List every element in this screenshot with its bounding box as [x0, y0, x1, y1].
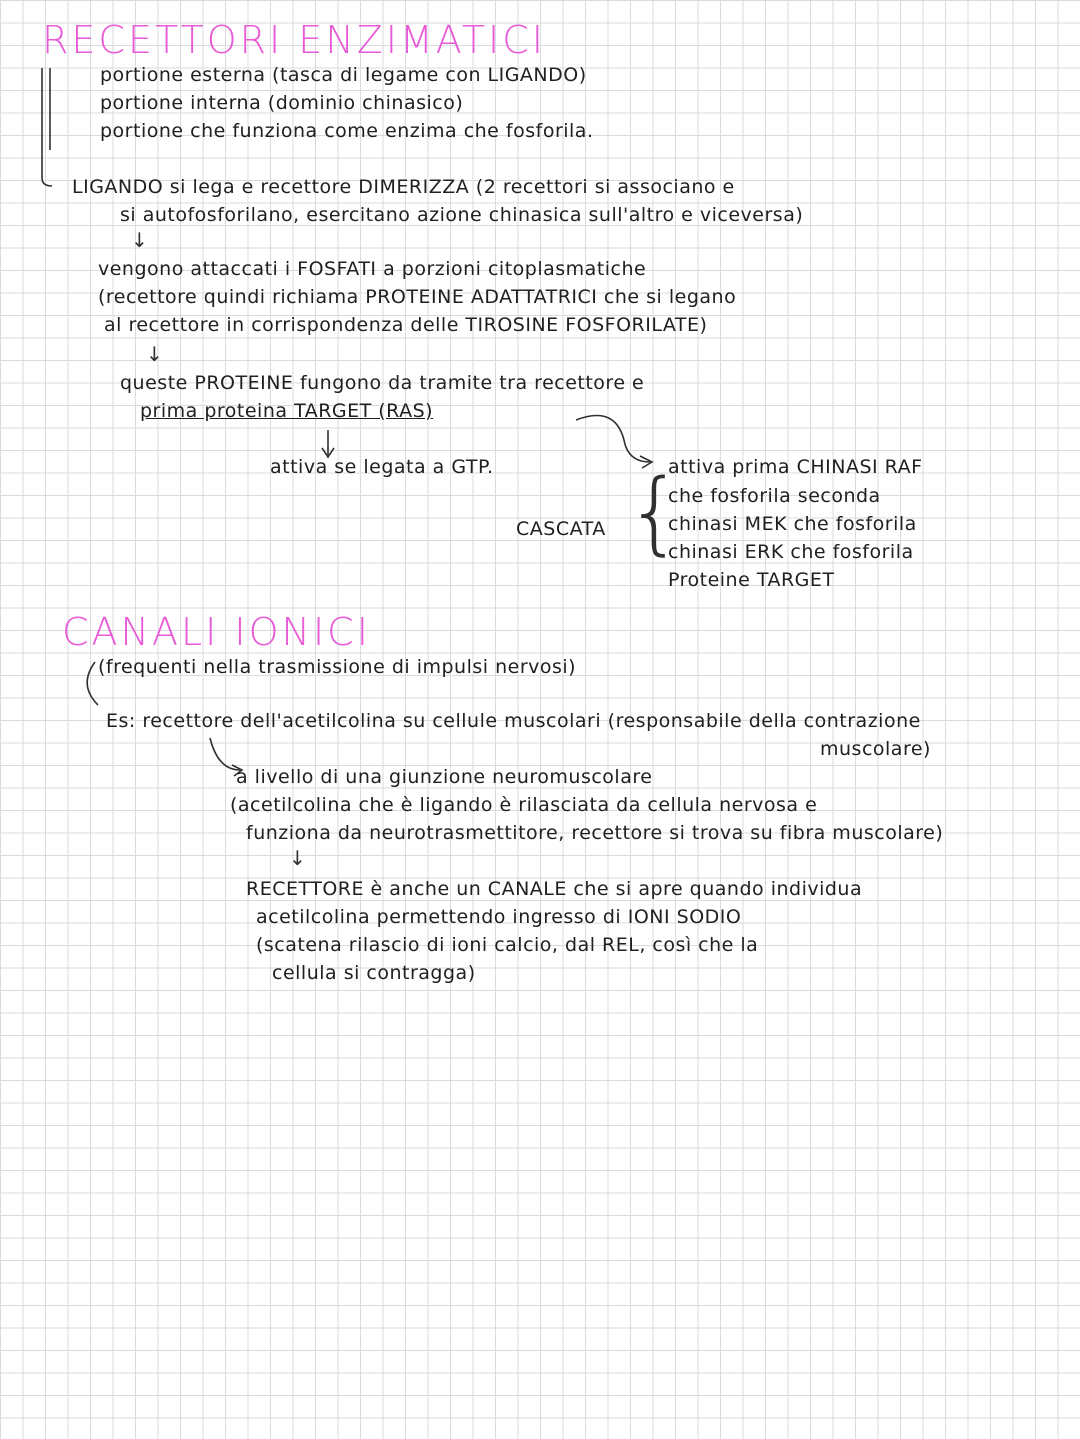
recettore-line-2: acetilcolina permettendo ingresso di IONI SODIO	[256, 906, 742, 928]
proteine-line-2: prima proteina TARGET (RAS)	[140, 400, 434, 422]
fosfati-line-3: al recettore in corrispondenza delle TIROSINE FOSFORILATE)	[104, 314, 708, 336]
giunzione-line-3: funziona da neurotrasmettitore, recettore si trova su fibra muscolare)	[246, 822, 944, 844]
cascata-step-3: chinasi MEK che fosforila	[668, 513, 917, 535]
giunzione-line-1: a livello di una giunzione neuromuscolare	[236, 766, 653, 788]
cascata-step-1: attiva prima CHINASI RAF	[668, 456, 923, 478]
recettore-line-1: RECETTORE è anche un CANALE che si apre quando individua	[246, 878, 863, 900]
ligando-line-2: si autofosforilano, esercitano azione chinasica sull'altro e viceversa)	[120, 204, 804, 226]
canali-note: (frequenti nella trasmissione di impulsi nervosi)	[98, 656, 577, 678]
recettore-line-3: (scatena rilascio di ioni calcio, dal REL, così che la	[256, 934, 759, 956]
example-line-1: Es: recettore dell'acetilcolina su cellule muscolari (responsabile della contrazione	[106, 710, 921, 732]
cascata-step-2: che fosforila seconda	[668, 485, 881, 507]
cascata-step-4: chinasi ERK che fosforila	[668, 541, 914, 563]
fosfati-line-2: (recettore quindi richiama PROTEINE ADATTATRICI che si legano	[98, 286, 737, 308]
section-title-canali-ionici: CANALI IONICI	[62, 610, 371, 654]
cascata-label: CASCATA	[516, 518, 606, 540]
example-line-2: muscolare)	[820, 738, 931, 760]
gtp-note: attiva se legata a GTP.	[270, 456, 494, 478]
proteine-line-1: queste PROTEINE fungono da tramite tra recettore e	[120, 372, 645, 394]
giunzione-line-2: (acetilcolina che è ligando è rilasciata da cellula nervosa e	[230, 794, 818, 816]
recettore-line-4: cellula si contragga)	[272, 962, 476, 984]
fosfati-line-1: vengono attaccati i FOSFATI a porzioni citoplasmatiche	[98, 258, 647, 280]
bullet-portione-esterna: portione esterna (tasca di legame con LIGANDO)	[100, 64, 587, 86]
cascata-brace: {	[626, 460, 684, 565]
down-arrow-icon: ↓	[131, 228, 148, 252]
down-arrow-icon: ↓	[289, 846, 306, 870]
cascata-step-5: Proteine TARGET	[668, 569, 835, 591]
down-arrow-icon: ↓	[146, 342, 163, 366]
bullet-portione-interna: portione interna (dominio chinasico)	[100, 92, 464, 114]
ligando-line-1: LIGANDO si lega e recettore DIMERIZZA (2 recettori si associano e	[72, 176, 735, 198]
bullet-portione-enzima: portione che funziona come enzima che fosforila.	[100, 120, 594, 142]
section-title-recettori-enzimatici: RECETTORI ENZIMATICI	[42, 18, 546, 62]
